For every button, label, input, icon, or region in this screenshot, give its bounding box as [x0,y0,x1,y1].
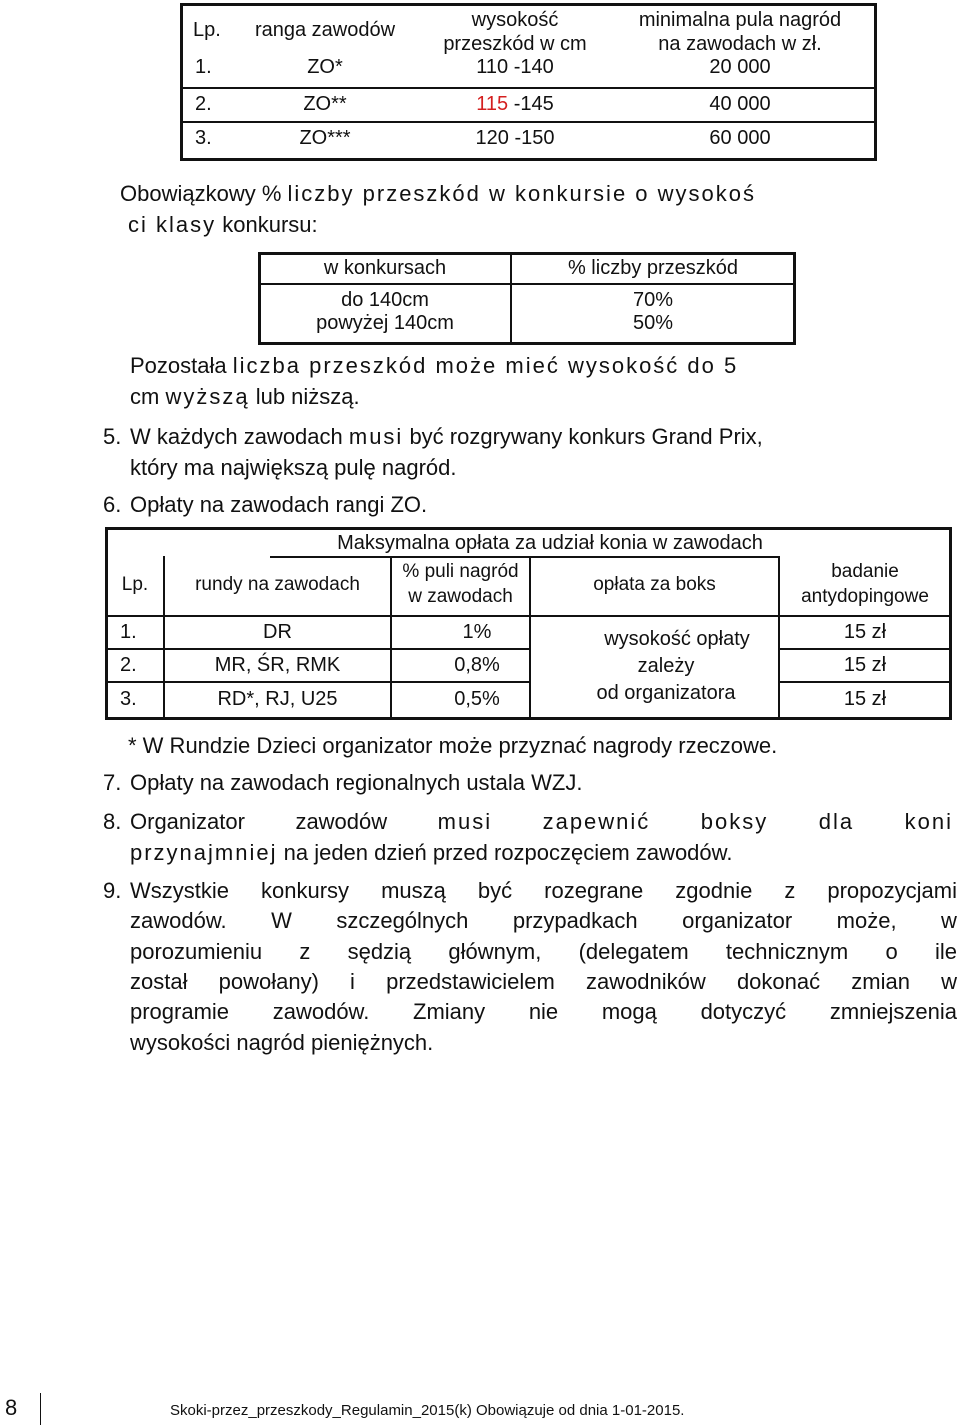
footer-text: Skoki-przez_przeszkody_Regulamin_2015(k) Obowiązuje od dnia 1-01-2015. [170,1402,685,1419]
header-pula: minimalna pula nagród [638,9,842,31]
divider [105,681,529,683]
cell-boks: zależy [637,655,695,677]
cell-wysokosc-max: -145 [508,93,554,115]
cell-badanie: 15 zł [843,621,887,643]
header-lp: Lp. [121,574,149,595]
item-5-number: 5. [103,424,122,449]
item-8-number: 8. [103,809,122,834]
item-9-line: został powołany) i przedstawicielem zawodników dokonać zmian w [130,969,957,994]
header-wysokosc: wysokość [471,9,559,31]
cell-procent: 50% [632,312,674,334]
item-6-number: 6. [103,492,122,517]
header-procent: % liczby przeszkód [567,257,739,279]
cell-rundy: DR [263,621,292,643]
cell-ranga: ZO** [303,93,347,115]
header-wysokosc: przeszkód w cm [443,33,587,55]
header-lp: Lp. [193,19,221,41]
item-9-line: Wszystkie konkursy muszą być rozegrane zgodnie z propozycjami [130,878,957,903]
cell-boks: wysokość opłaty [604,628,750,650]
header-puli: w zawodach [408,586,513,607]
header-badanie: badanie [831,561,899,582]
item-9-line-last: wysokości nagród pieniężnych. [130,1030,434,1055]
header-boks: opłata za boks [593,574,716,595]
item-9-line: programie zawodów. Zmiany nie mogą dotyczyć zmniejszenia [130,999,957,1024]
page-number: 8 [5,1395,18,1420]
cell-rundy: MR, ŚR, RMK [214,654,341,676]
cell-wysokosc: powyżej 140cm [316,312,454,334]
cell-lp: 2. [195,93,212,115]
divider [180,121,877,123]
divider [778,681,952,683]
cell-rundy: RD*, RJ, U25 [217,688,338,710]
divider [258,283,796,285]
cell-wysokosc-min: 115 [476,93,509,115]
item-9-number: 9. [103,878,122,903]
cell-lp: 3. [195,127,212,149]
cell-badanie: 15 zł [843,654,887,676]
cell-lp: 2. [120,654,137,676]
divider [270,556,778,558]
cell-puli: 1% [462,621,492,643]
note-runda-dzieci: * W Rundzie Dzieci organizator może przyznać nagrody rzeczowe. [128,733,778,758]
cell-procent: 70% [632,289,674,311]
cell-wysokosc: 120 -150 [475,127,555,149]
cell-wysokosc: 110 -140 [476,56,554,78]
item-7-number: 7. [103,770,122,795]
pozostala-line2: cm wyższą lub niższą. [130,384,360,409]
header-pula: na zawodach w zł. [658,33,822,55]
item-5-line1: W każdych zawodach musi być rozgrywany konkurs Grand Prix, [130,424,763,449]
divider [180,87,877,89]
header-ranga: ranga zawodów [254,19,396,41]
item-7-text: Opłaty na zawodach regionalnych ustala WZJ. [130,770,583,795]
item-8-line1: Organizator zawodów musi zapewnić boksy dla koni [130,809,953,834]
header-badanie: antydopingowe [801,586,929,607]
item-6-text: Opłaty na zawodach rangi ZO. [130,492,428,517]
cell-lp: 3. [120,688,137,710]
cell-puli: 0,8% [454,654,500,676]
header-puli: % puli nagród [402,561,519,582]
cell-pula: 20 000 [709,56,771,78]
cell-wysokosc [415,93,615,115]
item-8-line2: przynajmniej na jeden dzień przed rozpoczęciem zawodów. [130,840,733,865]
footer-divider [40,1393,41,1425]
cell-puli: 0,5% [454,688,500,710]
cell-boks: od organizatora [596,682,736,704]
cell-lp: 1. [120,621,137,643]
cell-badanie: 15 zł [843,688,887,710]
pozostala-line1: Pozostała liczba przeszkód może mieć wysokość do 5 [130,353,739,378]
cell-ranga: ZO*** [299,127,351,149]
cell-pula: 40 000 [709,93,771,115]
obowiazkowy-line1: Obowiązkowy % liczby przeszkód w konkursie o wysokoś [120,181,756,206]
header-w-konkursach: w konkursach [323,257,447,279]
item-5-line2: który ma największą pulę nagród. [130,455,457,480]
obowiazkowy-line2: ci klasy konkursu: [128,212,318,237]
divider [105,648,529,650]
cell-wysokosc: do 140cm [341,289,429,311]
item-9-line: zawodów. W szczególnych przypadkach organizator może, w [130,908,957,933]
table-title: Maksymalna opłata za udział konia w zawodach [337,532,763,554]
cell-ranga: ZO* [307,56,343,78]
item-9-line: porozumieniu z sędzią głównym, (delegatem technicznym o ile [130,939,957,964]
header-rundy: rundy na zawodach [195,574,360,595]
cell-pula: 60 000 [709,127,771,149]
cell-lp: 1. [195,56,212,78]
